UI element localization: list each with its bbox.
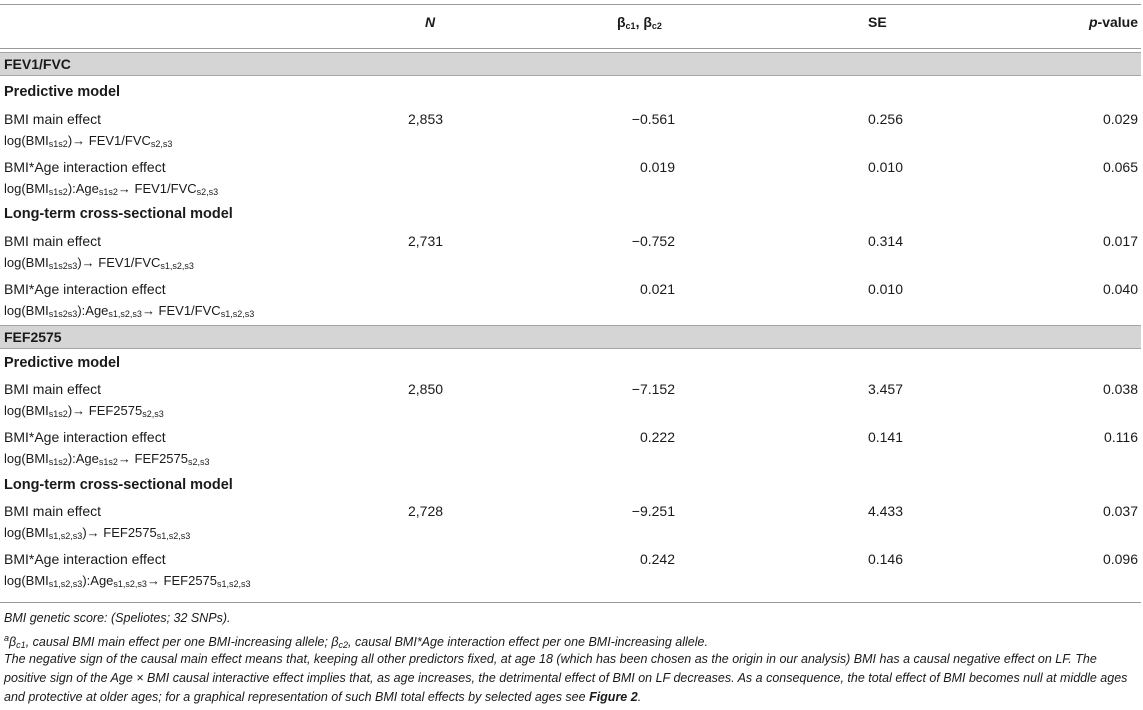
cell-beta: −0.561 [631,111,675,127]
effect-formula: $\log(BMI_{s1s2}):Age_{s1s2}\to FEF2575_{s2,s3}$ [4,451,210,467]
cell-se: 0.010 [867,159,903,175]
table-row [0,503,1141,547]
effect-label: BMI*Age interaction effect [4,429,166,445]
effect-formula: $\log(BMI_{s1s2})\to FEV1/FVC_{s2,s3}$ [4,133,173,149]
footnote-text: The negative sign of the causal main effect means that, keeping all other predictors fixed, at age 18 (which has been chosen as the origin in our analysis) BMI has a causal negative effect on LF. The positive sign of the Age × BMI causal interactive effect implies that, as age increases, the detrimental effect of BMI on LF decreases. As a consequence, the total effect of BMI becomes null at middle ages and protective at older ages; for a graphical representation of such BMI total effects by selected ages see [4,652,1128,704]
header-se: SE [868,14,887,30]
cell-se: 4.433 [867,503,903,519]
effect-formula: $\log(BMI_{s1s2})\to FEF2575_{s2,s3}$ [4,403,164,419]
model-title: Predictive model [4,84,121,100]
cell-p: 0.040 [1102,281,1138,297]
cell-p: 0.017 [1102,233,1138,249]
cell-se: 0.314 [867,233,903,249]
table-header [0,10,1141,38]
cell-se: 0.010 [867,281,903,297]
cell-se: 3.457 [867,381,903,397]
cell-beta: 0.222 [639,429,675,445]
cell-p: 0.065 [1102,159,1138,175]
cell-beta: −7.152 [631,381,675,397]
header-beta: $\beta_{c1}$, $\beta_{c2}$ [617,14,662,31]
figure-link[interactable]: Figure 2 [589,690,638,704]
cell-p: 0.037 [1102,503,1138,519]
header-n: N [425,14,436,30]
footnote-interpretation [4,650,1138,707]
cell-p: 0.116 [1104,429,1138,445]
cell-p: 0.096 [1102,551,1138,567]
model-title: Long-term cross-sectional model [4,477,233,493]
model-title: Predictive model [4,355,121,371]
cell-beta: 0.019 [639,159,675,175]
cell-n: 2,850 [408,381,444,397]
cell-beta: −0.752 [631,233,675,249]
section-bar-fef2575 [0,325,1141,349]
table-row [0,159,1141,203]
cell-se: 0.256 [867,111,903,127]
effect-label: BMI*Age interaction effect [4,281,166,297]
header-p: p-value [1088,14,1138,30]
table-row [0,429,1141,473]
effect-formula: $\log(BMI_{s1s2s3}):Age_{s1,s2,s3}\to FEV1/FVC_{s1,s2,s3}$ [4,303,255,319]
cell-beta: −9.251 [631,503,675,519]
effect-label: BMI*Age interaction effect [4,551,166,567]
cell-beta: 0.021 [639,281,675,297]
top-rule [0,4,1141,5]
table-row [0,111,1141,155]
effect-label: BMI*Age interaction effect [4,159,166,175]
section-title: FEV1/FVC [4,56,71,72]
cell-p: 0.038 [1102,381,1138,397]
table-row [0,233,1141,277]
effect-label: BMI main effect [4,381,102,397]
effect-label: BMI main effect [4,503,102,519]
effect-formula: $\log(BMI_{s1,s2,s3})\to FEF2575_{s1,s2,s3}$ [4,525,191,541]
effect-formula: $\log(BMI_{s1s2}):Age_{s1s2}\to FEV1/FVC_{s2,s3}$ [4,181,219,197]
effect-label: BMI main effect [4,111,102,127]
cell-se: 0.141 [867,429,903,445]
bottom-rule [0,602,1141,603]
cell-n: 2,731 [408,233,444,249]
footnote-end: . [637,690,642,704]
table-row [0,551,1141,595]
cell-n: 2,853 [408,111,444,127]
header-rule [0,48,1141,49]
effect-label: BMI main effect [4,233,102,249]
cell-n: 2,728 [408,503,444,519]
effect-formula: $\log(BMI_{s1s2s3})\to FEV1/FVC_{s1,s2,s3}$ [4,255,194,271]
cell-p: 0.029 [1102,111,1138,127]
section-title: FEF2575 [4,329,62,345]
effect-formula: $\log(BMI_{s1,s2,s3}):Age_{s1,s2,s3}\to FEF2575_{s1,s2,s3}$ [4,573,251,589]
footnote-genetic-score: BMI genetic score: (Speliotes; 32 SNPs). [4,611,231,625]
model-title: Long-term cross-sectional model [4,206,233,222]
table-row [0,281,1141,325]
cell-beta: 0.242 [639,551,675,567]
footnote-beta-definition: $^a\beta_{c1}$, causal BMI main effect per one BMI-increasing allele; $\beta_{c2}$, causal BMI*Age interaction effect per one BMI-increasing allele. [4,633,708,651]
section-bar-fev1fvc [0,52,1141,76]
cell-se: 0.146 [867,551,903,567]
table-row [0,381,1141,425]
